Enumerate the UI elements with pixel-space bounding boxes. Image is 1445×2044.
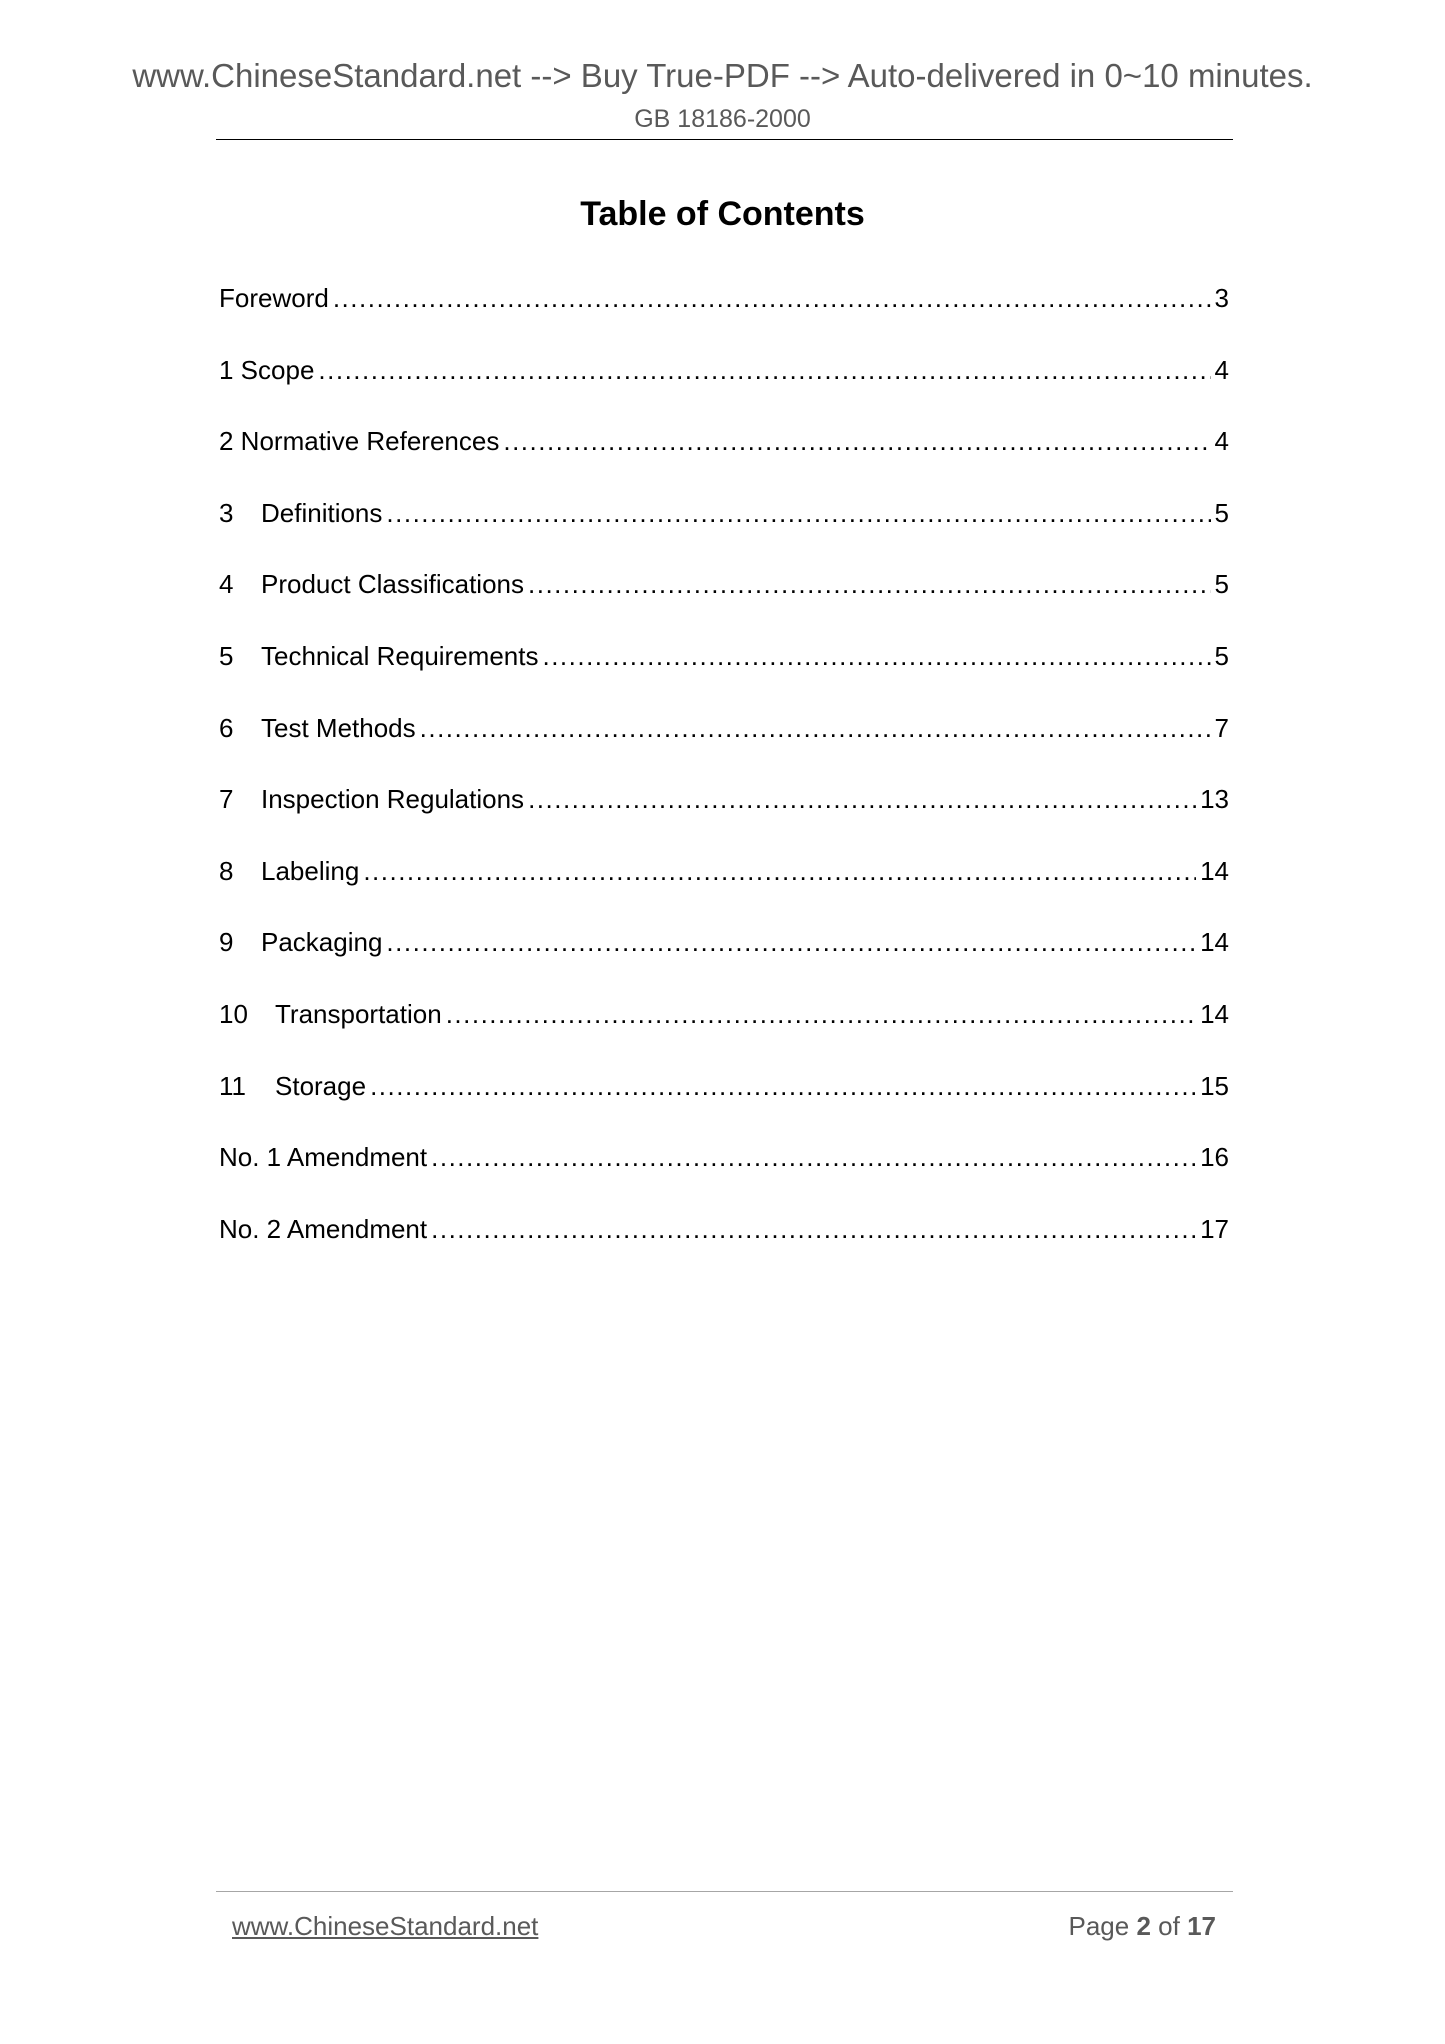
toc-entry-label: Product Classifications (261, 569, 524, 600)
toc-leader-dots (528, 568, 1211, 600)
toc-entry-label: Storage (275, 1070, 367, 1101)
page-of: of (1158, 1911, 1180, 1941)
toc-leader-dots (333, 282, 1211, 314)
toc-entry-page: 3 (1214, 283, 1229, 313)
toc-title: Table of Contents (580, 195, 865, 233)
toc-leader-dots (420, 712, 1211, 744)
header-divider (216, 139, 1233, 140)
toc-entry-inspection-regulations[interactable] (219, 783, 1229, 855)
toc-leader-dots (528, 783, 1196, 815)
toc-entry-label: Test Methods (261, 712, 416, 743)
toc-entry-page: 16 (1200, 1142, 1229, 1173)
toc-entry-number: 3 (219, 497, 234, 528)
footer-page-number (1068, 1910, 1216, 1942)
standard-code: GB 18186-2000 (634, 105, 811, 133)
toc-entry-number: 6 (219, 712, 234, 743)
toc-entry-label: No. 1 Amendment (219, 1142, 428, 1173)
toc-entry-label: Foreword (219, 283, 329, 313)
toc-entry-amendment-2[interactable] (219, 1213, 1229, 1285)
toc-entry-scope[interactable] (219, 354, 1229, 426)
toc-entry-page: 15 (1200, 1070, 1229, 1101)
toc-list (219, 282, 1229, 1284)
toc-entry-packaging[interactable] (219, 926, 1229, 998)
toc-entry-labeling[interactable] (219, 855, 1229, 927)
current-page: 2 (1136, 1911, 1151, 1941)
toc-entry-amendment-1[interactable] (219, 1141, 1229, 1213)
toc-entry-number: 8 (219, 855, 234, 886)
toc-leader-dots (363, 855, 1196, 887)
page-prefix: Page (1068, 1911, 1130, 1941)
toc-entry-label: 2 Normative References (219, 426, 500, 457)
toc-entry-label: Transportation (275, 998, 442, 1029)
header-banner: www.ChineseStandard.net --> Buy True-PDF --> Auto-delivered in 0~10 minutes. (132, 57, 1313, 94)
toc-entry-label: Inspection Regulations (261, 784, 525, 815)
toc-entry-definitions[interactable] (219, 497, 1229, 569)
toc-entry-number: 5 (219, 640, 234, 671)
toc-entry-page: 5 (1214, 497, 1229, 528)
toc-entry-page: 14 (1200, 855, 1229, 886)
footer-divider (216, 1891, 1233, 1892)
toc-entry-page: 4 (1214, 354, 1229, 385)
toc-leader-dots (431, 1141, 1196, 1173)
footer-site-link[interactable]: www.ChineseStandard.net (232, 1911, 539, 1941)
toc-entry-page: 5 (1214, 569, 1229, 600)
toc-leader-dots (370, 1070, 1196, 1102)
toc-entry-number: 10 (219, 998, 248, 1029)
toc-entry-technical-requirements[interactable] (219, 640, 1229, 712)
toc-leader-dots (503, 425, 1210, 457)
total-pages: 17 (1187, 1911, 1216, 1941)
toc-entry-label: Packaging (261, 927, 383, 958)
toc-entry-number: 11 (219, 1070, 246, 1101)
toc-leader-dots (431, 1213, 1196, 1245)
toc-entry-storage[interactable] (219, 1070, 1229, 1142)
toc-leader-dots (542, 640, 1210, 672)
toc-entry-label: Definitions (261, 497, 383, 528)
toc-leader-dots (386, 926, 1196, 958)
toc-entry-product-classifications[interactable] (219, 568, 1229, 640)
toc-leader-dots (318, 354, 1210, 386)
toc-entry-label: 1 Scope (219, 354, 315, 385)
toc-entry-page: 4 (1214, 426, 1229, 457)
toc-entry-normative-references[interactable] (219, 425, 1229, 497)
toc-entry-page: 14 (1200, 998, 1229, 1029)
toc-entry-page: 7 (1214, 712, 1229, 743)
toc-entry-page: 14 (1200, 927, 1229, 958)
toc-entry-label: No. 2 Amendment (219, 1213, 428, 1244)
toc-entry-number: 4 (219, 569, 234, 600)
toc-leader-dots (446, 998, 1196, 1030)
toc-entry-number: 9 (219, 927, 234, 958)
toc-entry-foreword[interactable] (219, 282, 1229, 354)
toc-entry-page: 5 (1214, 640, 1229, 671)
toc-entry-test-methods[interactable] (219, 712, 1229, 784)
toc-entry-number: 7 (219, 784, 234, 815)
toc-entry-transportation[interactable] (219, 998, 1229, 1070)
toc-entry-label: Labeling (261, 855, 360, 886)
toc-entry-page: 17 (1200, 1213, 1229, 1244)
toc-leader-dots (386, 497, 1210, 529)
toc-entry-page: 13 (1200, 784, 1229, 815)
toc-entry-label: Technical Requirements (261, 640, 539, 671)
